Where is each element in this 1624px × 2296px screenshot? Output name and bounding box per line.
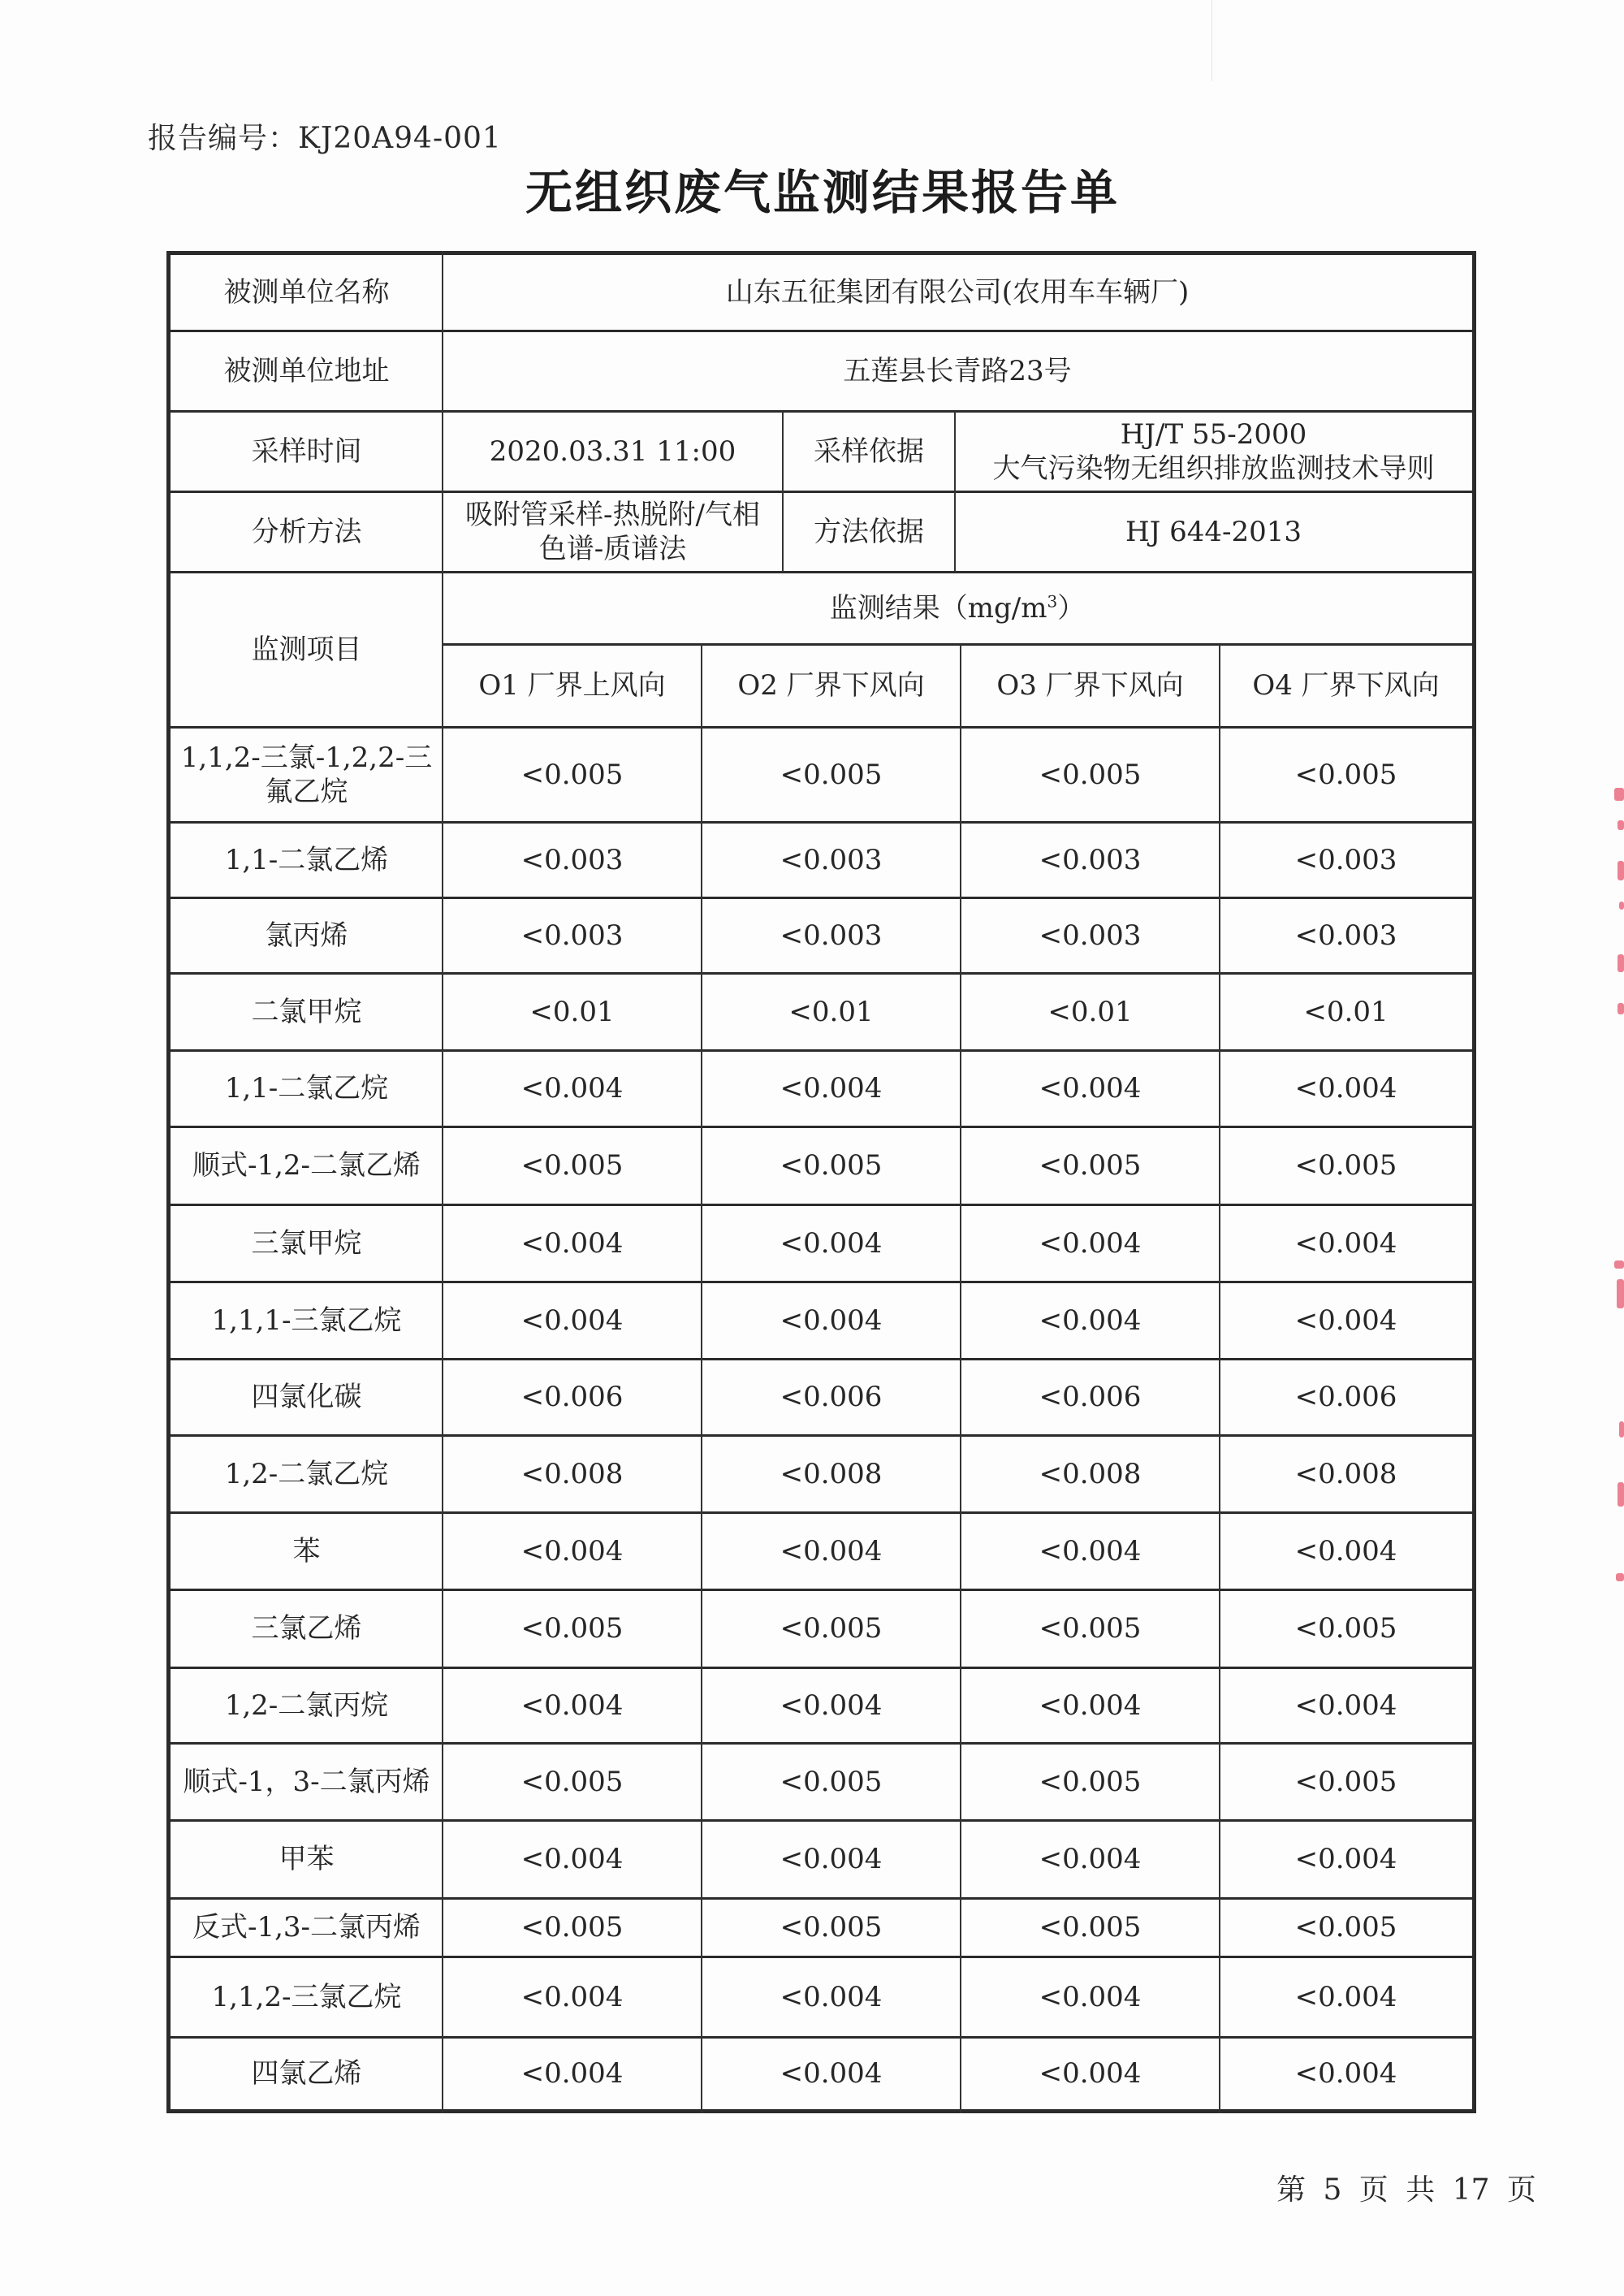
- result-value: <0.003: [780, 919, 883, 952]
- grid-line-h: [166, 1049, 1476, 1052]
- result-value: <0.004: [1294, 1980, 1397, 2013]
- result-value: <0.004: [780, 1226, 883, 1260]
- grid-line-h: [166, 1589, 1476, 1591]
- result-value: <0.004: [1294, 1072, 1397, 1105]
- result-value: <0.005: [780, 1149, 883, 1182]
- result-value: <0.004: [780, 1980, 883, 2013]
- result-value: <0.004: [520, 1072, 624, 1105]
- result-value: <0.005: [1294, 1149, 1397, 1182]
- result-value: <0.005: [520, 1612, 624, 1645]
- grid-line-h: [166, 1511, 1476, 1514]
- result-value: <0.005: [520, 1149, 624, 1182]
- grid-line-h: [166, 821, 1476, 824]
- site-header: O2 厂界下风向: [737, 669, 925, 702]
- grid-line-v: [1219, 644, 1220, 2113]
- grid-line-v: [960, 644, 961, 2113]
- grid-line-h: [166, 491, 1476, 493]
- result-value: <0.004: [780, 2056, 883, 2090]
- result-value: <0.005: [780, 1911, 883, 1944]
- item-name: 顺式-1,2-二氯乙烯: [192, 1149, 421, 1182]
- result-value: <0.01: [1047, 995, 1133, 1028]
- result-value: <0.005: [1294, 758, 1397, 791]
- result-value: <0.004: [1294, 1304, 1397, 1337]
- page-title: 无组织废气监测结果报告单: [525, 165, 1120, 220]
- result-value: <0.005: [1039, 1612, 1142, 1645]
- item-name: 1,1,2-三氯-1,2,2-三氟乙烷: [180, 741, 433, 808]
- result-value: <0.01: [529, 995, 615, 1028]
- result-value: <0.004: [1039, 1072, 1142, 1105]
- grid-line-v: [442, 251, 443, 2113]
- result-value: <0.005: [780, 758, 883, 791]
- seal-fragment: [1618, 861, 1624, 880]
- result-value: <0.004: [780, 1843, 883, 1875]
- result-value: <0.004: [1039, 1843, 1142, 1875]
- result-value: <0.005: [780, 1765, 883, 1798]
- item-name: 1,1-二氯乙烷: [224, 1072, 389, 1105]
- result-value: <0.004: [780, 1072, 883, 1105]
- monitoring-item-header: 监测项目: [251, 633, 362, 666]
- item-name: 顺式-1，3-二氯丙烯: [183, 1765, 430, 1798]
- monitoring-result-header: [443, 572, 1472, 644]
- result-value: <0.005: [520, 758, 624, 791]
- report-number: 报告编号：KJ20A94-001: [148, 122, 502, 155]
- result-value: <0.006: [520, 1381, 624, 1413]
- result-value: <0.008: [780, 1457, 883, 1490]
- result-value: <0.004: [780, 1304, 883, 1337]
- result-value: <0.008: [1294, 1457, 1397, 1490]
- sampling-basis-value: [955, 411, 1472, 491]
- result-value: <0.004: [520, 1980, 624, 2013]
- result-value: <0.004: [520, 1534, 624, 1567]
- grid-line-h: [166, 1434, 1476, 1437]
- result-value: <0.005: [520, 1765, 624, 1798]
- item-name: 1,1,2-三氯乙烷: [211, 1980, 402, 2013]
- result-value: <0.01: [1303, 995, 1389, 1028]
- sampling-time-label: 采样时间: [251, 435, 362, 468]
- item-name: 反式-1,3-二氯丙烯: [192, 1911, 421, 1944]
- grid-line-h: [166, 726, 1476, 729]
- site-header: O3 厂界下风向: [996, 669, 1184, 702]
- result-value: <0.005: [1294, 1911, 1397, 1944]
- result-value: <0.004: [1294, 2056, 1397, 2090]
- analysis-method-label: 分析方法: [251, 515, 362, 548]
- result-value: <0.003: [780, 843, 883, 876]
- item-name: 四氯乙烯: [251, 2056, 362, 2090]
- result-value: <0.004: [1039, 1534, 1142, 1567]
- result-value: <0.004: [1039, 1688, 1142, 1722]
- item-name: 1,2-二氯丙烷: [224, 1688, 389, 1722]
- result-value: <0.005: [1039, 758, 1142, 791]
- item-name: 苯: [292, 1534, 321, 1567]
- seal-fragment: [1618, 954, 1624, 972]
- grid-line-h: [166, 1819, 1476, 1822]
- result-value: <0.003: [520, 919, 624, 952]
- result-value: <0.006: [1294, 1381, 1397, 1413]
- grid-line-h: [166, 897, 1476, 899]
- result-value: <0.005: [1039, 1765, 1142, 1798]
- seal-fragment: [1619, 1421, 1624, 1438]
- result-value: <0.004: [1294, 1534, 1397, 1567]
- site-header: O1 厂界上风向: [478, 669, 666, 702]
- grid-line-h: [166, 571, 1476, 573]
- sampling-basis-label: 采样依据: [814, 435, 924, 468]
- result-value: <0.004: [520, 1843, 624, 1875]
- grid-line-h: [166, 1667, 1476, 1669]
- grid-line-h: [166, 1281, 1476, 1283]
- item-name: 三氯甲烷: [251, 1226, 362, 1260]
- seal-fragment: [1618, 820, 1624, 830]
- sampling-time-value: 2020.03.31 11:00: [489, 435, 736, 468]
- item-name: 氯丙烯: [265, 919, 348, 952]
- result-value: <0.006: [1039, 1381, 1142, 1413]
- result-value: <0.004: [1039, 1980, 1142, 2013]
- result-value: <0.004: [780, 1534, 883, 1567]
- result-value: <0.004: [520, 1304, 624, 1337]
- result-value: <0.01: [788, 995, 874, 1028]
- item-name: 1,1-二氯乙烯: [224, 843, 389, 876]
- result-value: <0.006: [780, 1381, 883, 1413]
- seal-fragment: [1614, 1260, 1624, 1269]
- item-name: 甲苯: [279, 1843, 335, 1875]
- result-value: <0.003: [1039, 919, 1142, 952]
- sampling-basis-standard: HJ/T 55-2000: [1120, 417, 1307, 451]
- sampling-basis-standard-title: 大气污染物无组织排放监测技术导则: [992, 452, 1435, 485]
- result-value: <0.003: [520, 843, 624, 876]
- item-name: 1,2-二氯乙烷: [224, 1457, 389, 1490]
- item-name: 四氯化碳: [251, 1381, 362, 1413]
- seal-fragment: [1618, 1003, 1624, 1014]
- grid-line-h: [166, 1126, 1476, 1128]
- result-value: <0.003: [1039, 843, 1142, 876]
- result-value: <0.004: [1294, 1688, 1397, 1722]
- result-value: <0.004: [1294, 1226, 1397, 1260]
- method-basis-value: HJ 644-2013: [1125, 515, 1302, 548]
- unit-address-value: 五莲县长青路23号: [843, 354, 1072, 387]
- item-name: 二氯甲烷: [251, 995, 362, 1028]
- result-value: <0.005: [1294, 1765, 1397, 1798]
- result-value: <0.004: [520, 2056, 624, 2090]
- result-value: <0.008: [1039, 1457, 1142, 1490]
- seal-fragment: [1616, 1573, 1624, 1581]
- grid-line-v: [701, 644, 702, 2113]
- item-name: 三氯乙烯: [251, 1612, 362, 1645]
- result-value: <0.004: [1039, 1226, 1142, 1260]
- page-number: 第 5 页 共 17 页: [1276, 2173, 1536, 2207]
- result-value: <0.004: [1039, 1304, 1142, 1337]
- result-value: <0.005: [780, 1612, 883, 1645]
- result-value: <0.003: [1294, 919, 1397, 952]
- seal-fragment: [1618, 1482, 1624, 1507]
- item-name: 1,1,1-三氯乙烷: [211, 1304, 402, 1337]
- unit-name-label: 被测单位名称: [223, 275, 390, 309]
- grid-line-h: [166, 410, 1476, 413]
- grid-line-h: [166, 972, 1476, 975]
- grid-line-v: [782, 411, 784, 572]
- result-value: <0.005: [1039, 1911, 1142, 1944]
- result-value: <0.008: [520, 1457, 624, 1490]
- seal-fragment: [1617, 1279, 1624, 1308]
- result-value: <0.005: [520, 1911, 624, 1944]
- result-value: <0.004: [780, 1688, 883, 1722]
- result-value: <0.005: [1294, 1612, 1397, 1645]
- grid-line-v: [954, 411, 956, 572]
- grid-line-h: [166, 1742, 1476, 1745]
- grid-line-h: [166, 2036, 1476, 2039]
- seal-fragment: [1614, 788, 1624, 801]
- unit-name-value: 山东五征集团有限公司(农用车车辆厂): [725, 275, 1190, 309]
- grid-line-h: [166, 1897, 1476, 1900]
- result-value: <0.003: [1294, 843, 1397, 876]
- seal-fragment: [1619, 902, 1624, 910]
- site-header: O4 厂界下风向: [1252, 669, 1440, 702]
- result-value: <0.004: [1039, 2056, 1142, 2090]
- analysis-method-line2: 色谱-质谱法: [538, 532, 687, 565]
- result-value: <0.004: [520, 1226, 624, 1260]
- result-value: <0.004: [520, 1688, 624, 1722]
- analysis-method-line1: 吸附管采样-热脱附/气相: [465, 498, 760, 531]
- unit-address-label: 被测单位地址: [223, 354, 390, 387]
- result-value: <0.005: [1039, 1149, 1142, 1182]
- result-value: <0.004: [1294, 1843, 1397, 1875]
- result-unit-text: 监测结果$(mg/m^3)$: [829, 591, 1086, 625]
- grid-line-h: [166, 1956, 1476, 1958]
- grid-line-h: [166, 1204, 1476, 1206]
- grid-line-h: [166, 330, 1476, 332]
- analysis-method-value: [443, 491, 783, 572]
- method-basis-label: 方法依据: [814, 515, 924, 548]
- grid-line-h: [166, 1358, 1476, 1360]
